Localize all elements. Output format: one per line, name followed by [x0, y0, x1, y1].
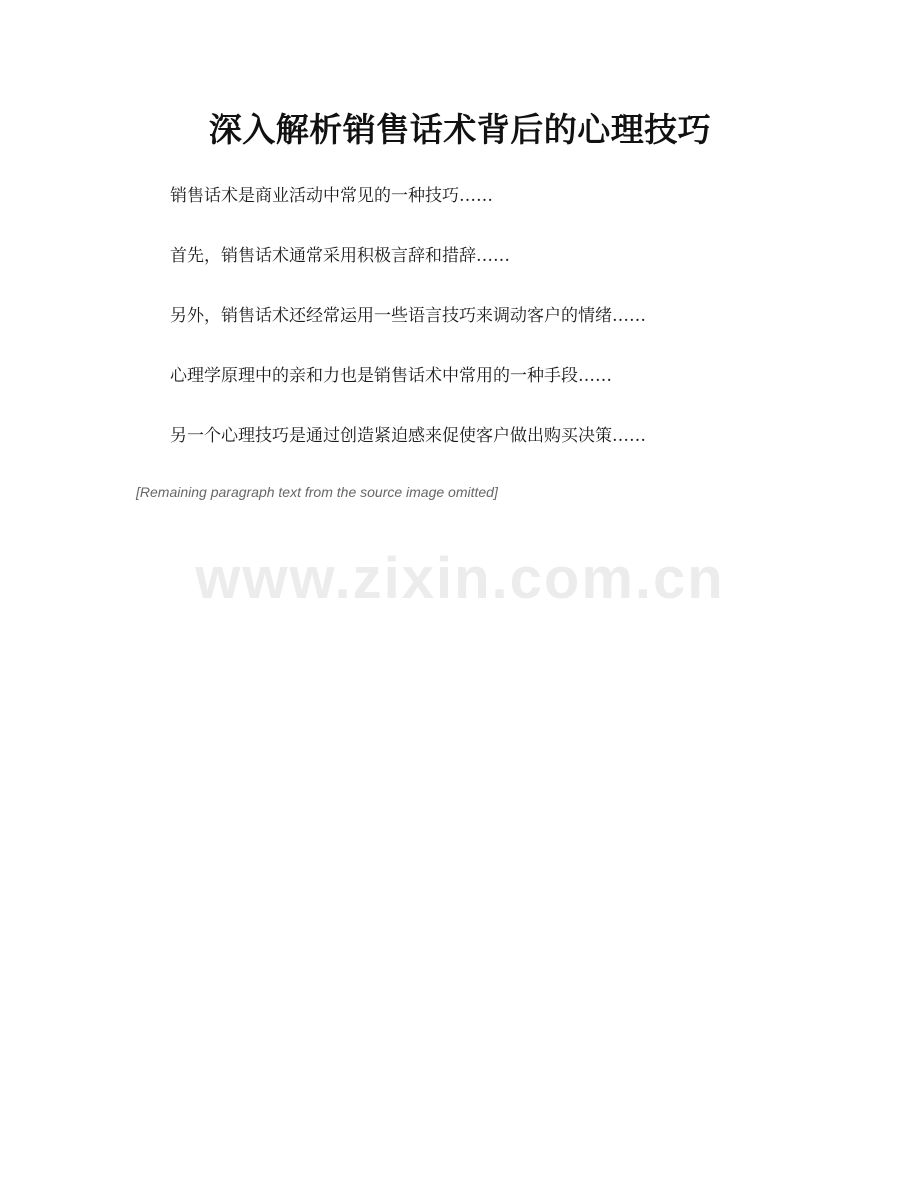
paragraph-3: 另外，销售话术还经常运用一些语言技巧来调动客户的情绪……	[170, 306, 646, 326]
paragraph-5: 另一个心理技巧是通过创造紧迫感来促使客户做出购买决策……	[170, 426, 646, 446]
watermark: www.zixin.com.cn	[195, 546, 725, 611]
omission-note: [Remaining paragraph text from the source image omitted]	[136, 484, 498, 500]
paragraph-4: 心理学原理中的亲和力也是销售话术中常用的一种手段……	[170, 366, 612, 386]
paragraph-2: 首先，销售话术通常采用积极言辞和措辞……	[170, 246, 510, 266]
page-title: 深入解析销售话术背后的心理技巧	[208, 110, 712, 149]
paragraph-1: 销售话术是商业活动中常见的一种技巧……	[170, 186, 493, 206]
article-body	[136, 181, 786, 503]
